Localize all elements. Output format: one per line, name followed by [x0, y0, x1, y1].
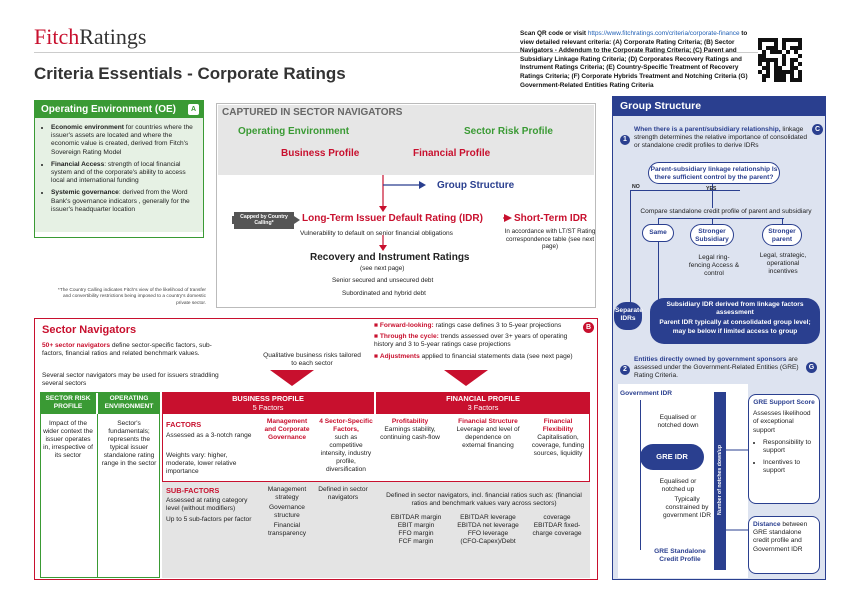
sub-m3: Financial transparency	[267, 522, 307, 537]
oe-item-bold: Systemic governance	[51, 189, 119, 197]
mcg-factor: Management and Corporate Governance	[264, 418, 310, 441]
typically-constrained: Typically constrained by government IDR	[662, 496, 711, 520]
notches-label: Number of notches down/up	[717, 444, 723, 516]
ratio: EBITDAR margin	[390, 514, 442, 521]
sn-bullet-text: trends assessed over 3+ years of operating history and 3 to 5-year ratings case projections	[374, 333, 568, 349]
bp-header-title: BUSINESS PROFILE	[232, 394, 304, 403]
fitch-logo	[34, 24, 146, 50]
st-idr-label: Short-Term IDR	[514, 213, 588, 224]
no-label: NO	[632, 184, 640, 190]
subfactors-text-1: Assessed at rating category level (without modifiers)	[166, 497, 248, 513]
fs-title: Financial Structure	[458, 418, 518, 425]
ratio: EBITDAR fixed-charge coverage	[532, 522, 582, 537]
factors-title: FACTORS	[166, 420, 202, 429]
ratio: FCF margin	[398, 538, 434, 545]
qr-intro: Scan QR code or visit	[520, 30, 588, 37]
sn-badge: B	[583, 322, 594, 333]
fp-header	[376, 392, 590, 414]
flow-business-profile: Business Profile	[281, 148, 360, 159]
ssf-factor	[318, 418, 374, 474]
line	[630, 190, 740, 191]
financial-flexibility-factor	[528, 418, 588, 458]
gre-idr-node: GRE IDR	[640, 444, 704, 470]
gs-step1-marker	[620, 128, 630, 146]
srp-header: SECTOR RISK PROFILE	[40, 392, 96, 414]
recovery-ref: (see next page)	[360, 265, 405, 272]
sub-defined: Defined in sector navigators	[318, 486, 368, 501]
support-score-title: GRE Support Score	[753, 399, 815, 406]
line	[658, 218, 784, 219]
gs-q1-text: linkage strength determines the relative importance of consolidated or standalone credit profiles to derive IDRs	[634, 126, 807, 150]
gs-q1	[634, 126, 810, 151]
separate-idrs: Separate IDRs	[614, 302, 642, 330]
recovery-senior: Senior secured and unsecured debt	[332, 277, 434, 284]
line	[630, 190, 631, 310]
parent-idr-outcome: Parent IDR typically at consolidated group level; may be below if limited access to group	[659, 319, 811, 335]
oe-item-bold: Financial Access	[51, 160, 105, 168]
fin-ratios-col2	[452, 514, 524, 546]
subsidiary-idr-outcome: Subsidiary IDR derived from linkage factors assessment	[666, 301, 804, 317]
oe-item-text: : strength of local financial system and of the corporate's ability to access local and international funding	[51, 160, 186, 185]
equalised-down: Equalised or notched down	[657, 414, 699, 430]
support-list	[753, 439, 815, 476]
gs-badge: C	[812, 124, 823, 135]
distance-desc: between GRE standalone credit profile and Government IDR	[753, 521, 808, 553]
support-score-text: Assesses likelihood of exceptional support	[753, 410, 811, 434]
srp-text: Impact of the wider context the issuer operates in, irrespective of its sector	[43, 420, 93, 459]
bp-header	[162, 392, 374, 414]
same-option: Same	[642, 224, 674, 242]
oe-col-header: OPERATING ENVIRONMENT	[98, 392, 160, 414]
gs-q2-bold: Entities directly owned by government sponsors	[634, 356, 787, 363]
oe-item-bold: Economic environment	[51, 124, 124, 131]
gs-step2-marker	[620, 358, 630, 376]
sn-bullet-bold: Adjustments	[379, 352, 420, 360]
sn-bullets	[374, 322, 584, 361]
ratio: (CFO-Capex)/Debt	[460, 538, 516, 545]
lt-idr-desc: Vulnerability to default on senior financial obligations	[300, 230, 453, 237]
prof-title: Profitability	[391, 418, 429, 425]
qr-module	[798, 78, 802, 82]
qual-risks: Qualitative business risks tailored to each sector	[263, 352, 361, 368]
fp-header-count: 3 Factors	[467, 403, 499, 412]
oe-item	[51, 124, 197, 157]
sn-title: Sector Navigators	[42, 324, 137, 336]
flow-financial-profile: Financial Profile	[413, 148, 491, 159]
profitability-factor	[380, 418, 440, 442]
ssf-text: such as competitive intensity, industry profile, diversification	[320, 434, 372, 473]
ratio: EBITDAR leverage	[460, 514, 516, 521]
subfactors-title: SUB-FACTORS	[166, 486, 220, 495]
factors-text-2: Weights vary: higher, moderate, lower relative importance	[166, 452, 237, 476]
support-score-box	[748, 394, 820, 504]
criteria-link[interactable]: https://www.fitchratings.com/criteria/corporate-finance	[587, 30, 740, 37]
capped-tag: Capped by Country Calling*	[234, 212, 294, 229]
qr-instructions	[520, 30, 752, 90]
ratio: EBIT margin	[397, 522, 435, 529]
sn-bullet-bold: Through the cycle:	[379, 333, 439, 341]
oe-list	[35, 118, 203, 232]
sn-bullet-text: ratings case defines 3 to 5-year projections	[433, 322, 562, 329]
st-idr-desc: In accordance with LT/ST Rating correspondence table (see next page)	[504, 228, 596, 251]
qr-rest: to view detailed relevant criteria: (A) Corporate Rating Criteria; (B) Sector Navigators - Addendum to the Corporate Rating Criteria; (C) Parent and Subsidiary Linkage Rating Criteria; (D) Corporates Recovery Ratings and Instrument Ratings Criteria; (E) Country-Specific Treatment of Recovery Ratings Criteria; (F) Corporate Hybrids Treatment and Notching Criteria (G) Government-Related Entities Rating Criteria	[520, 30, 748, 89]
oe-item-text: for countries where the issuer's assets are located and where the economic value is created, derived from Fitch's Sovereign Rating Model	[51, 124, 193, 156]
sn-bullet-text: applied to financial statements data (see next page)	[419, 352, 573, 360]
oe-header	[35, 101, 203, 118]
fp-header-title: FINANCIAL PROFILE	[446, 394, 520, 403]
flow-oe: Operating Environment	[238, 126, 350, 137]
yes-label: YES	[706, 186, 717, 192]
col-divider	[97, 414, 98, 578]
ring-fencing: Legal ring-fencing Access & control	[688, 254, 740, 278]
sub-m1: Management strategy	[267, 486, 307, 501]
lt-idr-label: Long-Term Issuer Default Rating (IDR)	[302, 213, 483, 224]
gs-q2-text: are assessed under the Government-Related Entities (GRE) Rating Criteria.	[634, 356, 799, 380]
fin-ratios-col3	[526, 514, 588, 538]
linkage-outcome	[650, 298, 820, 344]
prof-text: Earnings stability, continuing cash-flow	[380, 426, 440, 441]
sub-m2: Governance structure	[269, 504, 305, 519]
logo-part: Fitch	[34, 24, 80, 49]
fin-ratios-col1	[382, 514, 450, 546]
ratio: FFO margin	[398, 530, 434, 537]
gre-badge: G	[806, 362, 817, 373]
line	[658, 242, 659, 302]
gre-standalone-label: GRE Standalone Credit Profile	[654, 548, 706, 564]
sub-management	[262, 486, 312, 538]
oe-title: Operating Environment (OE)	[41, 104, 177, 115]
ff-title: Financial Flexibility	[542, 418, 574, 433]
financial-structure-factor	[454, 418, 522, 450]
fs-text: Leverage and level of dependence on external financing	[456, 426, 520, 449]
compare-text: Compare standalone credit profile of parent and subsidiary	[640, 208, 812, 215]
ratio: EBITDA net leverage	[457, 522, 519, 529]
sn-intro-bold: 50+ sector navigators	[42, 342, 110, 349]
oe-item	[51, 161, 197, 186]
sn-bullet-bold: Forward-looking:	[379, 322, 434, 329]
flow-sector-risk: Sector Risk Profile	[464, 126, 553, 137]
recovery-label: Recovery and Instrument Ratings	[310, 252, 470, 263]
fin-ratios-intro: Defined in sector navigators, incl. financial ratios such as: (financial ratios and benchmark values vary across sectors)	[386, 492, 582, 507]
gs-q1-bold: When there is a parent/subsidiary relationship,	[634, 126, 781, 133]
sn-intro	[42, 342, 222, 358]
distance-box	[748, 516, 820, 574]
gs-q2	[634, 356, 804, 381]
oe-item	[51, 189, 197, 214]
ratio: coverage	[543, 514, 571, 521]
sn-intro-text: define sector-specific factors, sub-factors, financial ratios and related benchmark values.	[42, 342, 212, 358]
stronger-parent-option: Stronger parent	[762, 224, 802, 246]
sn-bullet: ■ Through the cycle: trends assessed over 3+ years of operating history and 3 to 5-year ratings case projections	[374, 333, 568, 349]
sn-arrows	[270, 370, 510, 390]
captured-label: CAPTURED IN SECTOR NAVIGATORS	[222, 107, 403, 118]
gov-idr-label: Government IDR	[620, 390, 673, 397]
linkage-question: Parent-subsidiary linkage relationship Is there sufficient control by the parent?	[648, 162, 780, 184]
sn-intro2: Several sector navigators may be used for issuers straddling several sectors	[42, 372, 219, 388]
ssf-title: 4 Sector-Specific Factors,	[319, 418, 373, 433]
sn-bullet: ■ Forward-looking: ratings case defines 3 to 5-year projections	[374, 322, 562, 329]
stronger-sub-option: Stronger Subsidiary	[690, 224, 734, 246]
ratio: FFO leverage	[467, 530, 509, 537]
country-calling-footnote: *The Country Calling indicates Fitch's view of the likelihood of transfer and convertibility restrictions being imposed to a country's domestic private sector.	[57, 288, 206, 306]
factors-text-1: Assessed as a 3-notch range	[166, 432, 252, 439]
subfactors-text-2: Up to 5 sub-factors per factor	[166, 516, 252, 523]
oe-badge: A	[188, 104, 199, 115]
support-item: • Incentives to support	[763, 459, 815, 475]
sn-bullet: ■ Adjustments applied to financial statements data (see next page)	[374, 352, 573, 360]
line	[640, 400, 641, 550]
page-title: Criteria Essentials - Corporate Ratings	[34, 64, 346, 83]
equalised-up: Equalised or notched up	[659, 478, 697, 494]
oe-item-text: : derived from the Word Bank's governance indicators , generally for the issuer's headquarter location	[51, 189, 190, 213]
oe-panel	[34, 100, 204, 238]
step-2-icon: 2	[620, 365, 630, 375]
gre-connectors	[726, 440, 750, 540]
support-item: • Responsibility to support	[763, 439, 815, 455]
qr-code[interactable]	[758, 38, 802, 82]
step-1-icon: 1	[620, 135, 630, 145]
recovery-sub: Subordinated and hybrid debt	[342, 290, 426, 297]
bp-header-count: 5 Factors	[252, 403, 284, 412]
ff-text: Capitalisation, coverage, funding sources, liquidity	[531, 434, 585, 457]
gs-header: Group Structure	[612, 96, 826, 116]
legal-incentives: Legal, strategic, operational incentives	[759, 252, 807, 276]
flow-group-structure: Group Structure	[437, 180, 515, 191]
oe-col-text: Sector's fundamentals; represents the typical issuer standalone rating range in the sector	[101, 420, 157, 467]
distance-title: Distance	[753, 521, 781, 528]
logo-part: Ratings	[79, 24, 147, 49]
distance-text	[753, 521, 815, 554]
